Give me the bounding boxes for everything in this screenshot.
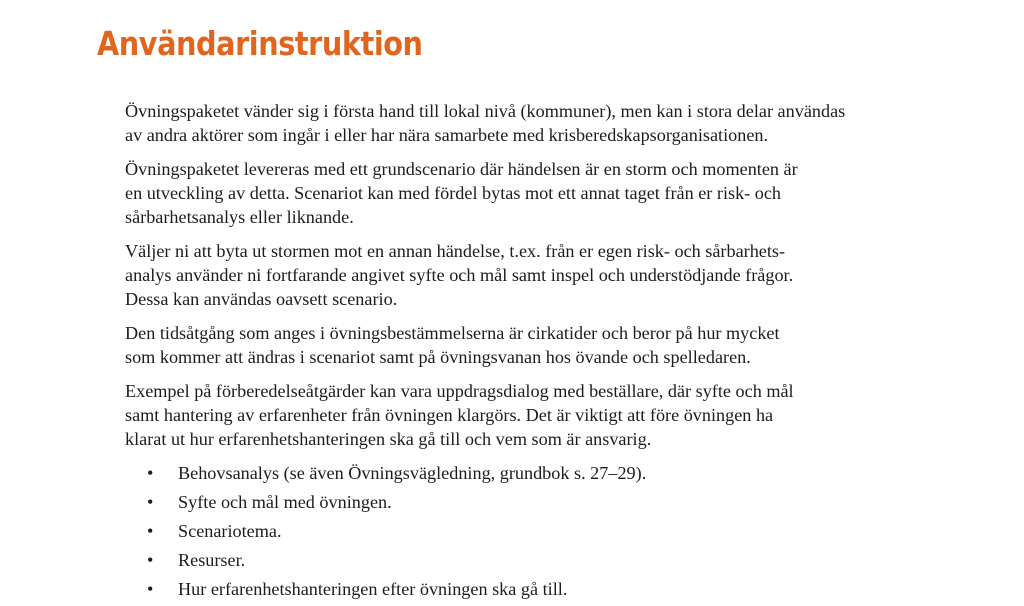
paragraph-line: klarat ut hur erfarenhetshanteringen ska gå till och vem som är ansvarig. — [125, 429, 652, 449]
paragraph-line: Den tidsåtgång som anges i övningsbestämmelserna är cirkatider och beror på hur mycket — [125, 323, 780, 343]
paragraph — [125, 379, 945, 451]
paragraph-line: som kommer att ändras i scenariot samt på övningsvanan hos övande och spelledaren. — [125, 347, 751, 367]
paragraph-line: analys använder ni fortfarande angivet syfte och mål samt inspel och understödjande frågor. — [125, 265, 794, 285]
document-body — [125, 99, 945, 606]
paragraph-line: samt hantering av erfarenheter från övningen klargörs. Det är viktigt att före övningen ha — [125, 405, 774, 425]
list-item — [125, 519, 945, 543]
list-item — [125, 577, 945, 601]
list-item — [125, 490, 945, 514]
paragraph-line: sårbarhetsanalys eller liknande. — [125, 207, 354, 227]
list-item-text: Scenariotema. — [178, 521, 282, 541]
bullet-list — [125, 461, 945, 601]
paragraph — [125, 239, 945, 311]
paragraph-line: Väljer ni att byta ut stormen mot en annan händelse, t.ex. från er egen risk- och sårbarhets- — [125, 241, 786, 261]
bullet-icon: • — [147, 492, 154, 512]
list-item-text: Syfte och mål med övningen. — [178, 492, 392, 512]
bullet-icon: • — [147, 463, 154, 483]
paragraph-line: en utveckling av detta. Scenariot kan med fördel bytas mot ett annat taget från er risk- och — [125, 183, 782, 203]
bullet-icon: • — [147, 521, 154, 541]
list-item — [125, 461, 945, 485]
paragraph-line: Dessa kan användas oavsett scenario. — [125, 289, 398, 309]
paragraph-line: Exempel på förberedelseåtgärder kan vara uppdragsdialog med beställare, där syfte och mål — [125, 381, 794, 401]
bullet-icon: • — [147, 550, 154, 570]
paragraph-line: av andra aktörer som ingår i eller har nära samarbete med krisberedskapsorganisationen. — [125, 125, 769, 145]
list-item-text: Behovsanalys (se även Övningsvägledning, grundbok s. 27–29). — [178, 463, 647, 483]
list-item-text: Hur erfarenhetshanteringen efter övningen ska gå till. — [178, 579, 568, 599]
list-item — [125, 548, 945, 572]
page-title: Användarinstruktion — [97, 24, 423, 63]
paragraph-line: Övningspaketet vänder sig i första hand till lokal nivå (kommuner), men kan i stora delar användas — [125, 101, 846, 121]
paragraph — [125, 99, 945, 147]
paragraph — [125, 321, 945, 369]
paragraph — [125, 157, 945, 229]
paragraph-group — [125, 99, 945, 451]
list-item-text: Resurser. — [178, 550, 246, 570]
bullet-icon: • — [147, 579, 154, 599]
paragraph-line: Övningspaketet levereras med ett grundscenario där händelsen är en storm och momenten är — [125, 159, 798, 179]
